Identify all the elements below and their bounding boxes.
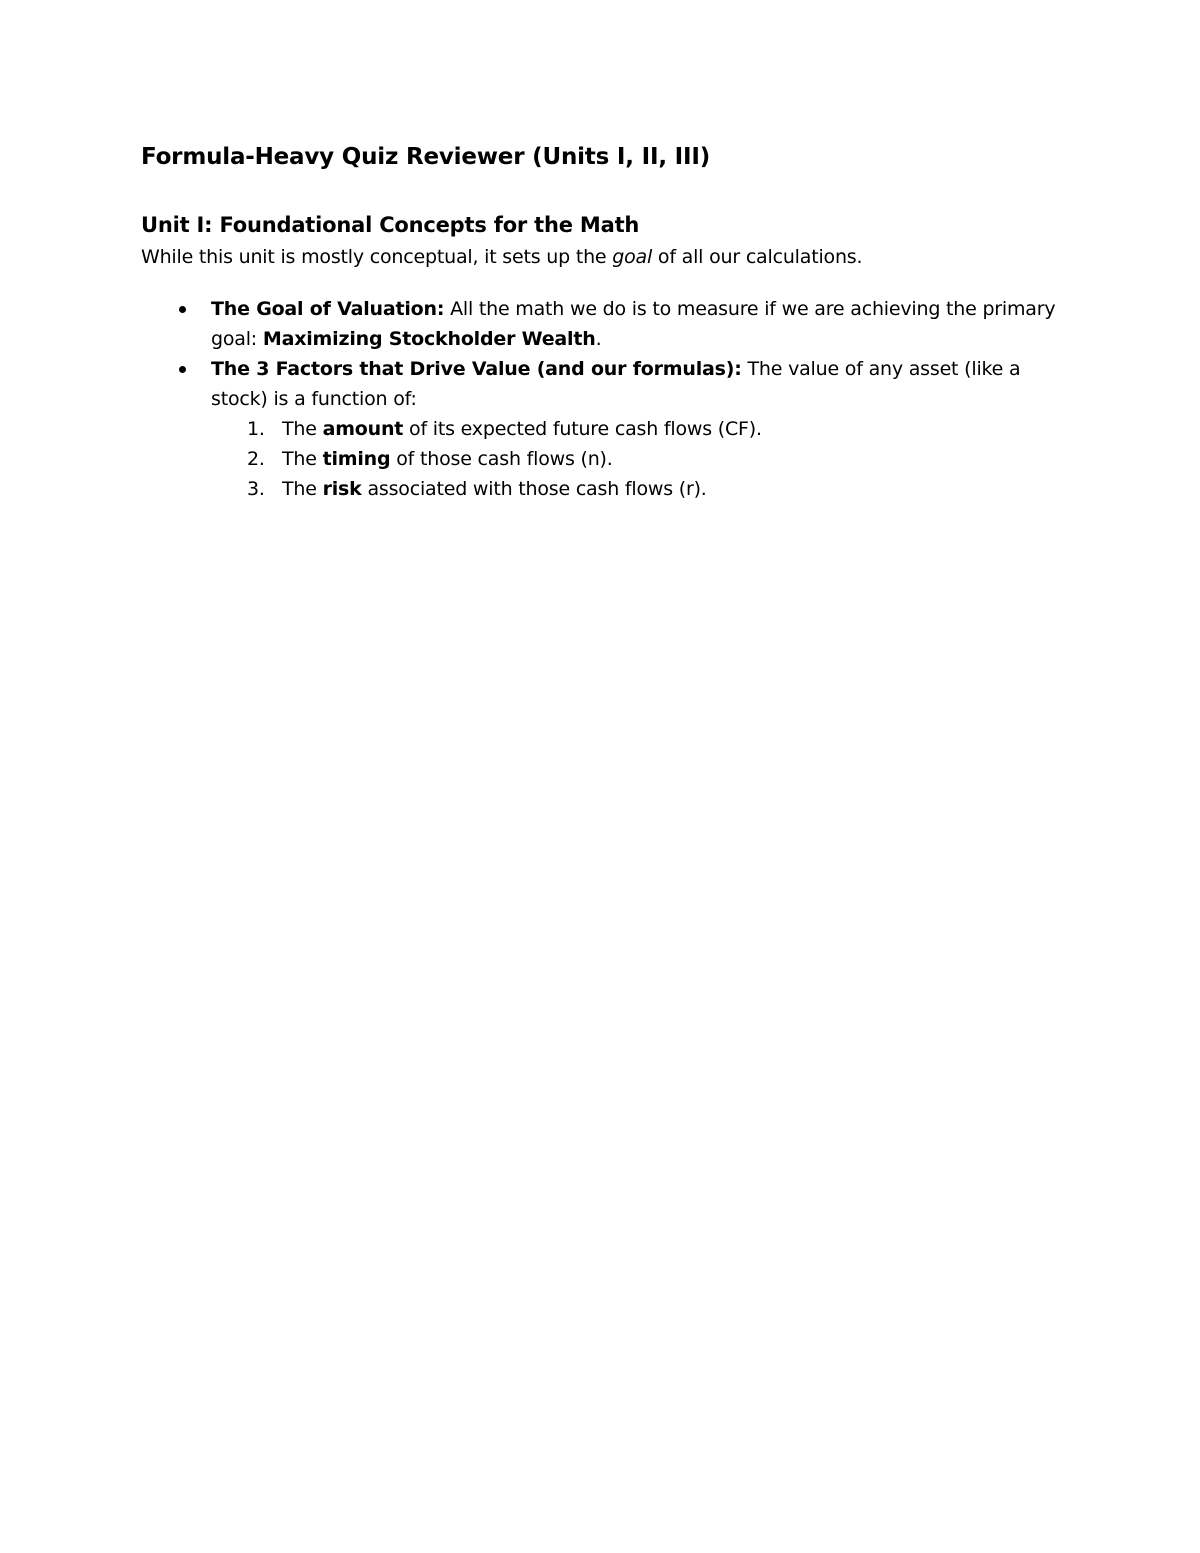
factor-text-before: The [282, 418, 323, 440]
bullet-three-factors [141, 354, 1061, 504]
factor-text-before: The [282, 478, 323, 500]
factor-item-amount [211, 414, 1061, 444]
factor-bold: risk [322, 478, 362, 500]
bullet-label: The 3 Factors that Drive Value (and our formulas): [211, 358, 742, 380]
factor-text-after: of its expected future cash flows (CF). [403, 418, 762, 440]
factor-text-before: The [282, 448, 323, 470]
document-content [141, 140, 1061, 504]
factor-bold: timing [322, 448, 391, 470]
factor-bold: amount [322, 418, 404, 440]
intro-text-before: While this unit is mostly conceptual, it sets up the [141, 246, 613, 268]
factor-item-timing [211, 444, 1061, 474]
factor-item-risk [211, 474, 1061, 504]
list-number: 3. [247, 478, 265, 500]
unit-1-intro [141, 242, 1061, 272]
bullet-text: The value of any asset (like a stock) is a function of: [211, 358, 1021, 410]
factor-text-after: of those cash flows (n). [390, 448, 613, 470]
factors-numbered-list [211, 414, 1061, 504]
bullet-text: All the math we do is to measure if we are achieving the primary goal: [211, 298, 1056, 350]
intro-emphasis: goal [612, 246, 653, 268]
bullet-dot-icon [179, 366, 186, 373]
unit-1-heading: Unit I: Foundational Concepts for the Math [141, 213, 640, 237]
bullet-goal-of-valuation [141, 294, 1061, 354]
bullet-dot-icon [179, 306, 186, 313]
bullet-bold-text: Maximizing Stockholder Wealth [262, 328, 596, 350]
bullet-text-after: . [595, 328, 602, 350]
list-number: 2. [247, 448, 265, 470]
unit-1-bullet-list [141, 294, 1061, 504]
factor-text-after: associated with those cash flows (r). [361, 478, 707, 500]
document-title: Formula-Heavy Quiz Reviewer (Units I, II, III) [141, 144, 711, 170]
list-number: 1. [247, 418, 265, 440]
bullet-label: The Goal of Valuation: [211, 298, 445, 320]
intro-text-after: of all our calculations. [652, 246, 863, 268]
